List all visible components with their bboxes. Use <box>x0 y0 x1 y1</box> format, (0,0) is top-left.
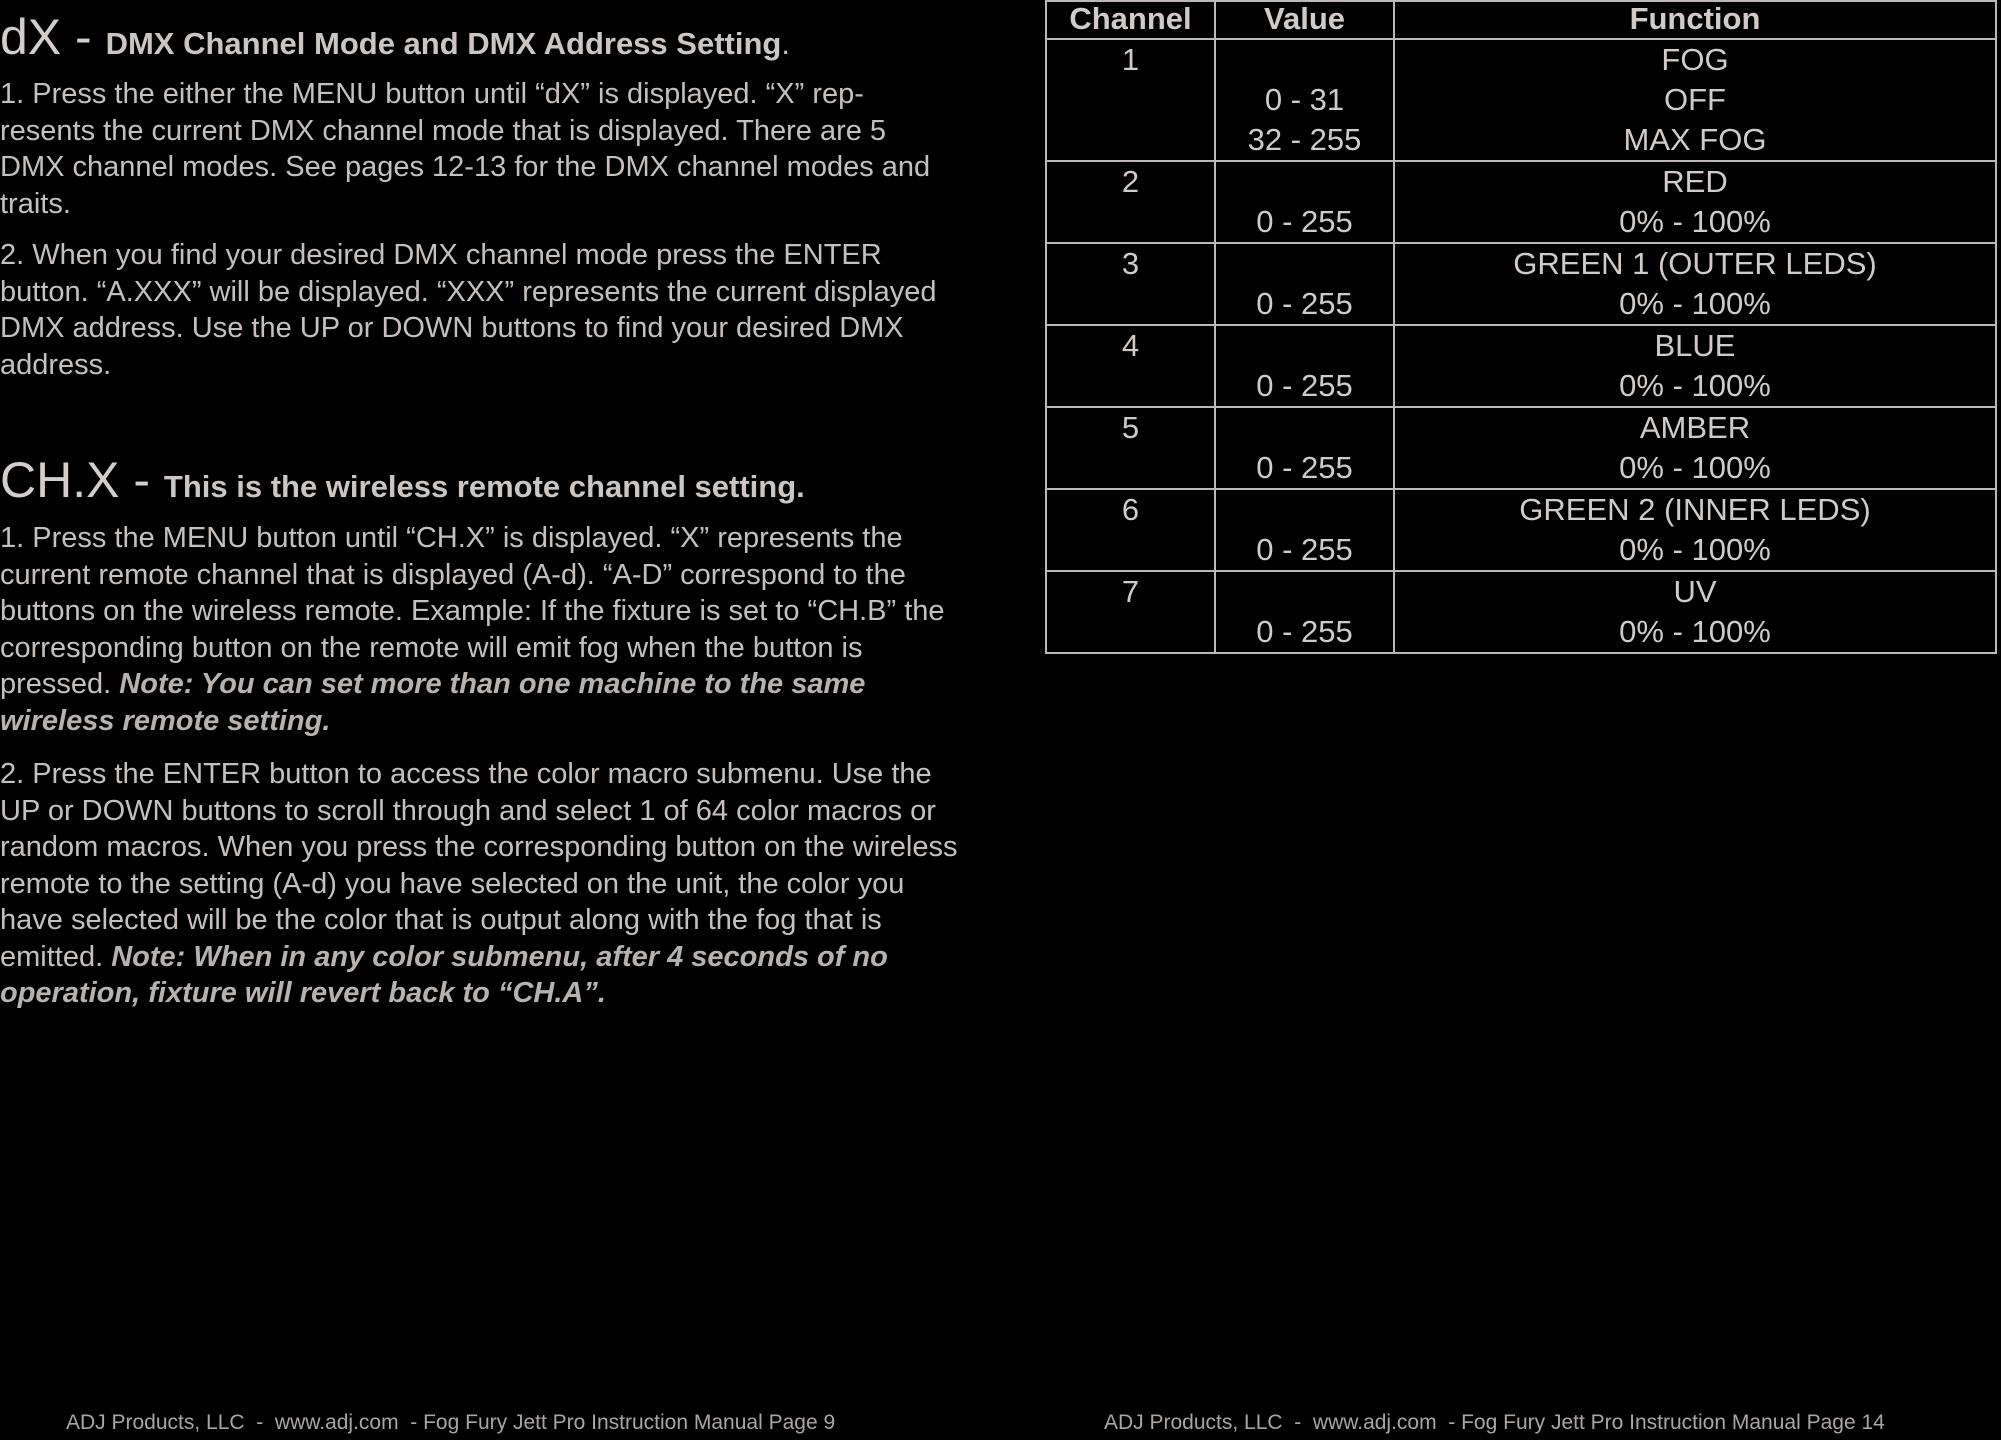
channel-number: 7 <box>1121 574 1140 609</box>
section-subtitle: DMX Channel Mode and DMX Address Setting <box>105 26 782 61</box>
value-cell <box>1215 39 1394 161</box>
function-line: 0% - 100% <box>1619 532 1771 567</box>
table-row <box>1046 243 1996 325</box>
value-cell <box>1215 243 1394 325</box>
value-line <box>1222 408 1387 448</box>
value-line: 32 - 255 <box>1247 122 1362 157</box>
table-row <box>1046 489 1996 571</box>
paragraph: 1. Press the either the MENU button until “dX” is displayed. “X” rep-resents the current DMX channel mode that is displayed. There are 5 DMX channel modes. See pages 12-13 for the DMX channel modes and traits. <box>0 78 931 220</box>
function-line: 0% - 100% <box>1619 450 1771 485</box>
channel-cell <box>1046 243 1215 325</box>
channel-cell <box>1046 571 1215 653</box>
value-line <box>1222 490 1387 530</box>
channel-number: 2 <box>1121 164 1140 199</box>
function-cell <box>1394 325 1996 407</box>
table-row <box>1046 39 1996 161</box>
function-line: GREEN 2 (INNER LEDS) <box>1519 492 1871 527</box>
value-line: 0 - 31 <box>1264 82 1345 117</box>
channel-cell <box>1046 489 1215 571</box>
header-value: Value <box>1215 1 1394 39</box>
value-line <box>1222 326 1387 366</box>
function-line: AMBER <box>1639 410 1751 445</box>
function-line: 0% - 100% <box>1619 286 1771 321</box>
value-line: 0 - 255 <box>1256 286 1353 321</box>
function-line: 0% - 100% <box>1619 614 1771 649</box>
value-cell <box>1215 571 1394 653</box>
section-code: CH.X - <box>0 452 164 508</box>
header-function: Function <box>1394 1 1996 39</box>
page-footer-right: ADJ Products, LLC - www.adj.com - Fog Fury Jett Pro Instruction Manual Page 14 <box>1104 1411 1885 1434</box>
channel-cell <box>1046 407 1215 489</box>
channel-cell <box>1046 325 1215 407</box>
function-line: 0% - 100% <box>1619 368 1771 403</box>
function-line: FOG <box>1661 42 1729 77</box>
value-line <box>1222 162 1387 202</box>
paragraph: 2. When you find your desired DMX channel mode press the ENTER button. “A.XXX” will be displayed. “XXX” represents the current displayed DMX address. Use the UP or DOWN buttons to find your desired DMX address. <box>0 239 937 381</box>
table-row <box>1046 325 1996 407</box>
table-row <box>1046 407 1996 489</box>
function-cell <box>1394 39 1996 161</box>
function-cell <box>1394 407 1996 489</box>
function-line: GREEN 1 (OUTER LEDS) <box>1513 246 1877 281</box>
section-heading-remote <box>0 452 805 508</box>
channel-number: 6 <box>1121 492 1140 527</box>
section-heading-dmx <box>0 9 790 65</box>
channel-number: 3 <box>1121 246 1140 281</box>
function-cell <box>1394 489 1996 571</box>
note-text: Note: You can set more than one machine to the same wireless remote setting. <box>0 668 866 737</box>
section-code: dX - <box>0 9 106 65</box>
table-header-row <box>1046 1 1996 39</box>
paragraph-text: 2. Press the ENTER button to access the color macro submenu. Use the UP or DOWN buttons to scroll through and select 1 of 64 color macros or random macros. When you press the corresponding button on the wireless remote to the setting (A-d) you have selected on the unit, the color you have selected will be the color that is output along with the fog that is emitted. <box>0 758 958 973</box>
note-text: Note: When in any color submenu, after 4 seconds of no operation, fixture will revert back to “CH.A”. <box>0 940 888 1009</box>
value-line: 0 - 255 <box>1256 204 1353 239</box>
value-cell <box>1215 161 1394 243</box>
function-line: RED <box>1662 164 1728 199</box>
function-line: BLUE <box>1654 328 1736 363</box>
function-line: OFF <box>1664 82 1726 117</box>
section-subtitle: This is the wireless remote channel setting. <box>163 469 805 504</box>
function-line: 0% - 100% <box>1619 204 1771 239</box>
value-line: 0 - 255 <box>1256 614 1353 649</box>
paragraph <box>0 756 960 1012</box>
function-line: UV <box>1673 574 1717 609</box>
table-row <box>1046 161 1996 243</box>
dmx-channel-table <box>1045 0 1997 654</box>
channel-cell <box>1046 161 1215 243</box>
value-line: 0 - 255 <box>1256 532 1353 567</box>
header-channel: Channel <box>1046 1 1215 39</box>
section-subtitle-end: . <box>781 26 790 61</box>
table-row <box>1046 571 1996 653</box>
paragraph-text: 1. Press the MENU button until “CH.X” is displayed. “X” represents the current remote channel that is displayed (A-d). “A-D” correspond to the buttons on the wireless remote. Example: If the fixture is set to “CH.B” the corresponding button on the remote will emit fog when the button is pressed. <box>0 522 945 700</box>
function-cell <box>1394 243 1996 325</box>
function-line: MAX FOG <box>1623 122 1767 157</box>
value-line <box>1222 40 1387 80</box>
value-cell <box>1215 325 1394 407</box>
value-line: 0 - 255 <box>1256 450 1353 485</box>
channel-number: 4 <box>1121 328 1140 363</box>
channel-number: 1 <box>1121 42 1140 77</box>
channel-cell <box>1046 39 1215 161</box>
value-cell <box>1215 407 1394 489</box>
function-cell <box>1394 571 1996 653</box>
value-line: 0 - 255 <box>1256 368 1353 403</box>
value-line <box>1222 244 1387 284</box>
function-cell <box>1394 161 1996 243</box>
value-cell <box>1215 489 1394 571</box>
paragraph <box>0 520 960 739</box>
value-line <box>1222 572 1387 612</box>
channel-number: 5 <box>1121 410 1140 445</box>
page-footer-left: ADJ Products, LLC - www.adj.com - Fog Fury Jett Pro Instruction Manual Page 9 <box>66 1411 836 1434</box>
